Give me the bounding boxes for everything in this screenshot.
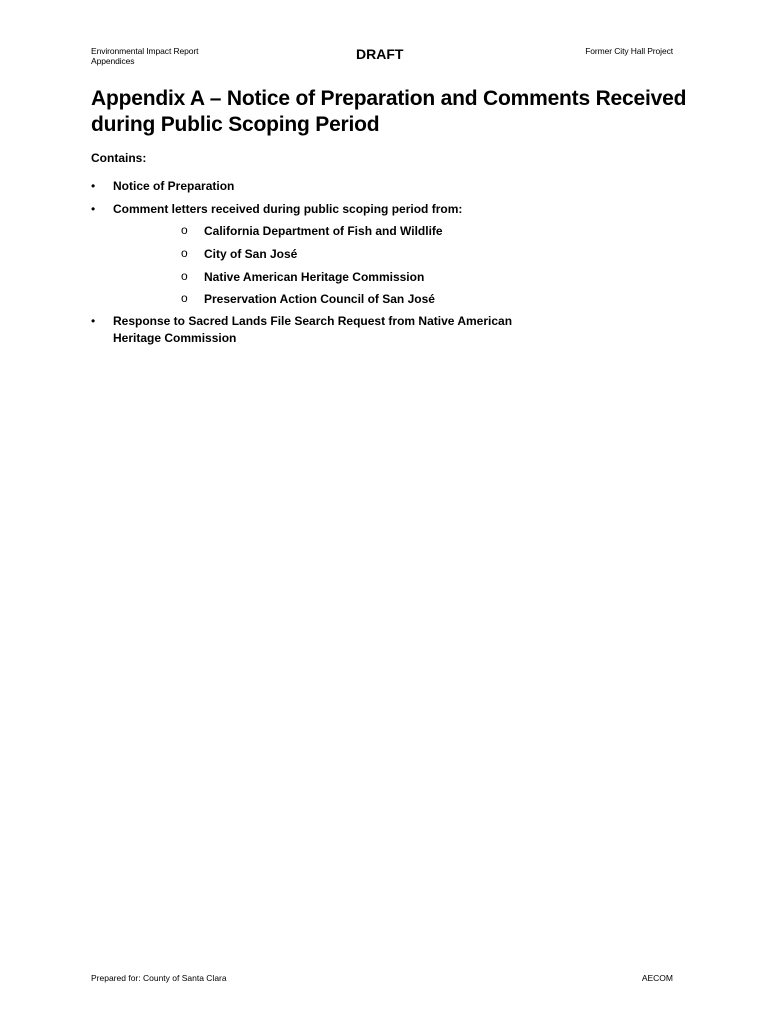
sub-list-item-text: City of San José [204,247,298,261]
header-project-name: Former City Hall Project [585,46,673,56]
circle-bullet-icon: o [181,291,188,305]
circle-bullet-icon: o [181,223,188,237]
sub-list-item-text: Native American Heritage Commission [204,270,425,284]
contains-label: Contains: [91,151,147,165]
bullet-icon: • [91,202,96,216]
footer-company: AECOM [641,973,673,983]
footer-prepared-for: Prepared for: County of Santa Clara [91,973,227,983]
page-title: Appendix A – Notice of Preparation and Comments Received during Public Scoping Period [91,87,687,136]
draft-label: DRAFT [356,46,404,62]
bullet-icon: • [91,314,96,328]
sub-list-item-text: Preservation Action Council of San José [204,292,435,306]
circle-bullet-icon: o [181,269,188,283]
header-report-section: Appendices [91,56,135,66]
sub-list-item-text: California Department of Fish and Wildlife [204,224,443,238]
header-report-title: Environmental Impact Report [91,46,199,56]
list-item-text: Comment letters received during public scoping period from: [113,202,463,216]
bullet-icon: • [91,179,96,193]
header-report-info [91,46,198,66]
list-item-text: Notice of Preparation [113,179,235,193]
circle-bullet-icon: o [181,246,188,260]
list-item-text: Response to Sacred Lands File Search Request from Native American Heritage Commission [113,314,513,345]
